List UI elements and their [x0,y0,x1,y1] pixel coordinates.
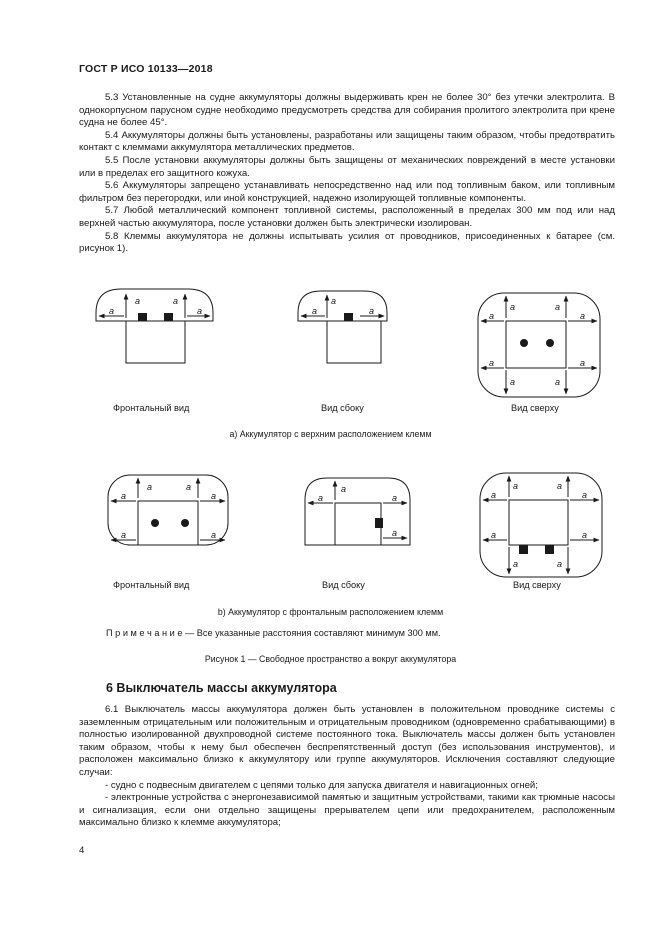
dim-label: a [369,306,375,316]
section-title: 6 Выключатель массы аккумулятора [106,681,337,695]
note-text: — Все указанные расстояния составляют минимум 300 мм. [182,628,441,638]
exception-item: - электронные устройства с энергонезависимой памятью и защитным устройствами, такими как трюмные насосы и сигнализация, если они отдельно защищены прерывателем цепи или предохранителем, расположенным максимально близко к клемме аккумулятора; [79,792,615,829]
dim-label: a [491,490,497,500]
dim-label: a [510,302,516,312]
dim-label: a [186,482,192,492]
dim-label: a [513,559,519,569]
dim-label: a [318,493,324,503]
exception-item: - судно с подвесным двигателем с цепями только для запуска двигателя и навигационных огней; [105,779,538,791]
dim-label: a [557,481,563,491]
dim-label: a [582,490,588,500]
dim-label: a [555,302,561,312]
top-view-label: Вид сверху [511,403,559,413]
clause-6-1: 6.1 Выключатель массы аккумулятора должен быть установлен в положительном проводнике системы с заземленным отрицательным или положительным и отрицательным проводником (одновременно срабатывающими) в полностью изолированной двухпроводной системе постоянного тока. Выключатель массы должен быть установлен таким образом, чтобы к нему был обеспечен беспрепятственный доступ (без использования инструментов), и расположен максимально близко к аккумулятору или группе аккумуляторов. Исключения составляют следующие случаи: [79,704,615,778]
subcaption-b: b) Аккумулятор с фронтальным расположением клемм [217,607,444,617]
document-header: ГОСТ Р ИСО 10133—2018 [79,63,213,75]
clause-5-5: 5.5 После установки аккумуляторы должны быть защищены от механических повреждений в месте установки или в пределах его защитного кожуха. [79,154,615,179]
dim-label: a [491,530,497,540]
clause-5-3: 5.3 Установленные на судне аккумуляторы должны выдерживать крен не более 30° без утечки электролита. В однокорпусном парусном судне необходимо предусмотреть средства для собирания пролитого электролита при крене судна не более 45°. [79,92,615,129]
dim-label: a [582,530,588,540]
dim-label: a [197,306,203,316]
dim-label: a [580,311,586,321]
clause-5-6: 5.6 Аккумуляторы запрещено устанавливать непосредственно над или под топливным баком, или топливным фильтром без перегородки, или иной конструкцией, надежно изолирующей топливные компоненты. [79,180,615,204]
dim-label: a [312,306,318,316]
dim-label: a [392,528,398,538]
dim-label: a [510,377,516,387]
dim-label: a [211,530,217,540]
dim-label: a [341,484,347,494]
page-number: 4 [79,845,85,856]
side-view-label: Вид сбоку [322,580,365,590]
front-view-top-terminals [96,289,213,363]
note-label: П р и м е ч а н и е [106,628,183,638]
clause-5-8: 5.8 Клеммы аккумулятора не должны испытывать усилия от проводников, присоединенных к батарее (см. рисунок 1). [79,230,615,255]
section-body [79,704,615,830]
dim-label: a [121,491,127,501]
dim-label: a [513,481,519,491]
figure-note [106,628,441,638]
figure-caption: Рисунок 1 — Свободное пространство а вокруг аккумулятора [204,654,457,664]
dim-label: a [555,377,561,387]
top-view-top-terminals [478,293,600,397]
dim-label: a [211,491,217,501]
dim-label: a [147,482,153,492]
front-view-label: Фронтальный вид [113,580,190,590]
side-view-top-terminals [298,291,387,363]
front-view-label: Фронтальный вид [113,403,190,413]
clause-5-7: 5.7 Любой металлический компонент топливной системы, расположенный в пределах 300 мм под или над верхней частью аккумулятора, после установки должен быть электрически изолирован. [79,205,615,229]
dim-label: a [109,306,115,316]
dim-label: a [135,296,141,306]
dim-label: a [489,358,495,368]
top-view-label: Вид сверху [513,580,561,590]
dim-label: a [331,296,337,306]
dim-label: a [580,358,586,368]
dim-label: a [557,559,563,569]
subcaption-a: а) Аккумулятор с верхним расположением клемм [229,429,432,439]
dim-label: a [121,530,127,540]
dim-label: a [489,311,495,321]
dim-label: a [392,493,398,503]
top-view-front-terminals [480,473,602,577]
clause-5-4: 5.4 Аккумуляторы должны быть установлены, разработаны или защищены таким образом, чтобы предотвратить контакт с клеммами аккумулятора металлических предметов. [79,129,615,154]
side-view-label: Вид сбоку [321,403,364,413]
dim-label: a [173,296,179,306]
